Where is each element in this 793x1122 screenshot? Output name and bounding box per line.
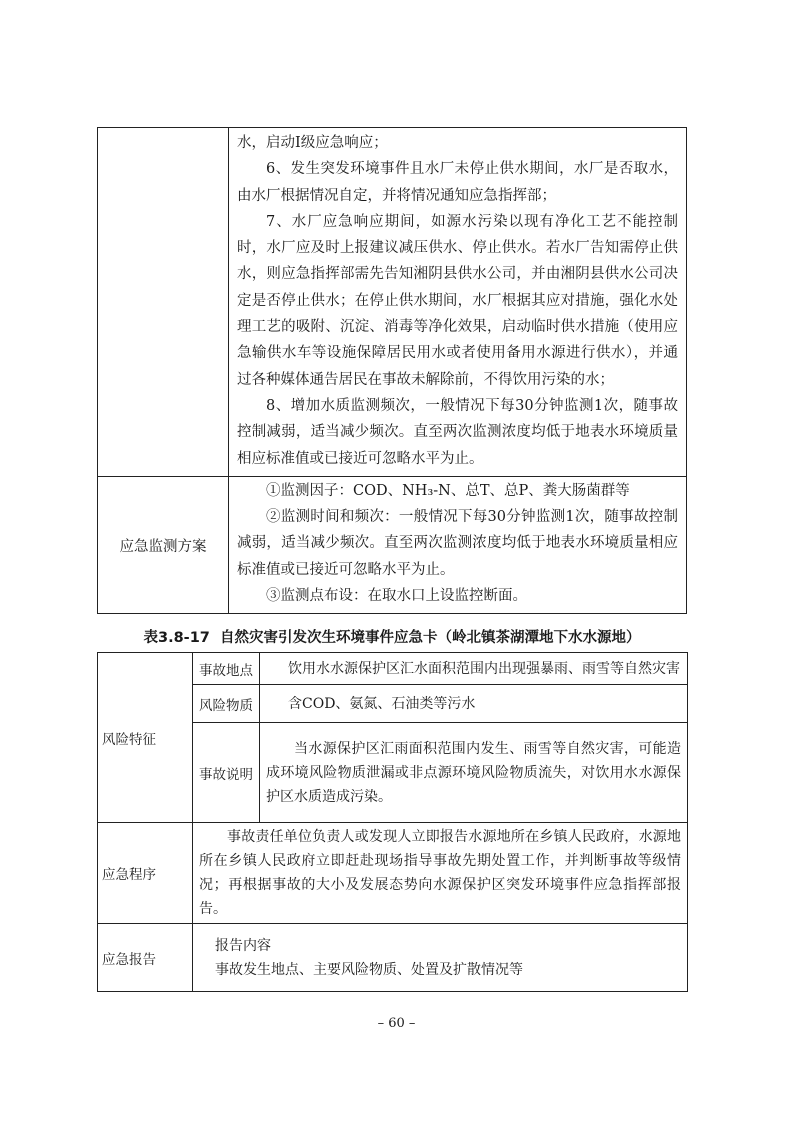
report-label-cell bbox=[98, 924, 193, 992]
monitoring-plan-cell bbox=[229, 476, 687, 613]
table-row bbox=[98, 924, 688, 992]
report-content: 事故发生地点、主要风险物质、处置及扩散情况等 bbox=[215, 961, 523, 978]
monitoring-label-cell bbox=[98, 476, 229, 613]
risk-substance-value: 含COD、氨氮、石油类等污水 bbox=[260, 685, 688, 723]
row-key: 事故地点 bbox=[193, 653, 260, 685]
row-key: 风险物质 bbox=[193, 685, 260, 723]
emergency-plan-table-continued bbox=[97, 127, 687, 614]
report-label: 应急报告 bbox=[102, 951, 156, 968]
procedure-text: 事故责任单位负责人或发现人立即报告水源地所在乡镇人民政府，水源地所在乡镇人民政府立即赶赴现场指导事故先期处置工作，并判断事故等级情况；再根据事故的大小及发展态势向水源保护区突发环境事件应急指挥部报告。 bbox=[199, 829, 681, 917]
table-row bbox=[98, 476, 687, 613]
page-number: – 60 – bbox=[377, 1016, 416, 1031]
paragraph: 8、增加水质监测频次，一般情况下每30分钟监测1次，随事故控制减弱，适当减少频次。直至两次监测浓度均低于地表水环境质量相应标准值或已接近可忽略水平为止。 bbox=[237, 397, 678, 467]
accident-location-value: 饮用水水源保护区汇水面积范围内出现强暴雨、雨雪等自然灾害 bbox=[260, 653, 688, 685]
paragraph: 水，启动Ⅰ级应急响应； bbox=[237, 135, 388, 151]
monitoring-points: ③监测点布设：在取水口上设监控断面。 bbox=[266, 588, 527, 605]
accident-description-cell bbox=[260, 723, 688, 823]
table-row bbox=[98, 653, 688, 685]
paragraph: 7、水厂应急响应期间，如源水污染以现有净化工艺不能控制时，水厂应及时上报建议减压供水、停止供水。若水厂告知需停止供水，则应急指挥部需先告知湘阴县供水公司，并由湘阴县供水公司决定是否停止供水；在停止供水期间，水厂根据其应对措施，强化水处理工艺的吸附、沉淀、消毒等净化效果，启动临时供水措施（使用应急输供水车等设施保障居民用水或者使用备用水源进行供水），并通过各种媒体通告居民在事故未解除前，不得饮用污染的水； bbox=[237, 213, 678, 388]
paragraph: 6、发生突发环境事件且水厂未停止供水期间，水厂是否取水，由水厂根据情况自定，并将情况通知应急指挥部； bbox=[237, 161, 678, 204]
response-measures-cell bbox=[229, 128, 687, 477]
table-number: 表3.8-17 bbox=[143, 630, 210, 646]
empty-label-cell bbox=[98, 128, 229, 477]
row-key: 事故说明 bbox=[193, 723, 260, 823]
report-cell bbox=[193, 924, 688, 992]
report-title: 报告内容 bbox=[215, 937, 271, 954]
risk-feature-label-cell bbox=[98, 653, 193, 823]
procedure-label: 应急程序 bbox=[102, 867, 156, 883]
emergency-card-table bbox=[97, 652, 688, 992]
table-caption bbox=[97, 626, 687, 647]
risk-feature-label: 风险特征 bbox=[102, 731, 156, 748]
procedure-label-cell bbox=[98, 823, 193, 924]
table-row bbox=[98, 128, 687, 477]
monitoring-factors: ①监测因子：COD、NH₃-N、总T、总P、粪大肠菌群等 bbox=[266, 482, 630, 499]
table-title: 自然灾害引发次生环境事件应急卡（岭北镇茶湖潭地下水水源地） bbox=[220, 630, 641, 646]
monitoring-plan-label: 应急监测方案 bbox=[119, 538, 207, 555]
procedure-cell bbox=[193, 823, 688, 924]
monitoring-frequency: ②监测时间和频次：一般情况下每30分钟监测1次，随事故控制减弱，适当减少频次。直至两次监测浓度均低于地表水环境质量相应标准值或已接近可忽略水平为止。 bbox=[237, 509, 678, 578]
accident-description: 当水源保护区汇雨面积范围内发生、雨雪等自然灾害，可能造成环境风险物质泄漏或非点源环境风险物质流失，对饮用水水源保护区水质造成污染。 bbox=[266, 740, 681, 805]
table-row bbox=[98, 823, 688, 924]
